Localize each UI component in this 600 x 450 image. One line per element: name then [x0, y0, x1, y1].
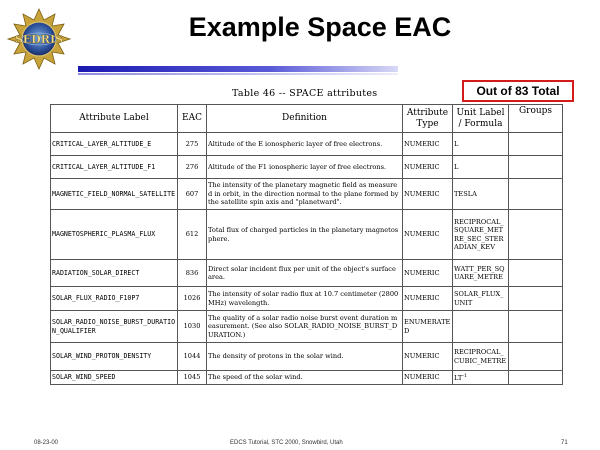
- table-row: [51, 210, 563, 260]
- cell-unit: TESLA: [453, 179, 509, 210]
- header-unit-label: [453, 105, 509, 133]
- space-attributes-table: [50, 104, 563, 385]
- footer-page-number: 71: [561, 440, 568, 446]
- cell-label: SOLAR_WIND_PROTON_DENSITY: [51, 343, 178, 371]
- cell-groups: [509, 210, 563, 260]
- cell-eac: 276: [178, 156, 207, 179]
- cell-type: ENUMERATED: [403, 311, 453, 343]
- table-row: [51, 156, 563, 179]
- total-count-box: Out of 83 Total: [462, 80, 574, 102]
- table-row: [51, 260, 563, 287]
- cell-type: NUMERIC: [403, 179, 453, 210]
- header-attribute-type-line2: Type: [416, 118, 439, 129]
- cell-type: NUMERIC: [403, 371, 453, 385]
- cell-label: CRITICAL_LAYER_ALTITUDE_F1: [51, 156, 178, 179]
- header-unit-label-line1: Unit Label: [456, 107, 505, 118]
- cell-unit: RECIPROCAL_SQUARE_METRE_SEC_STERADIAN_KEV: [453, 210, 509, 260]
- table-row: [51, 343, 563, 371]
- cell-definition: The quality of a solar radio noise burst event duration measurement. (See also SOLAR_RADIO_NOISE_BURST_DURATION.): [207, 311, 403, 343]
- cell-definition: The intensity of the planetary magnetic field as measured in orbit, in the direction normal to the plane formed by the satellite spin axis and "planetward".: [207, 179, 403, 210]
- cell-eac: 1030: [178, 311, 207, 343]
- cell-label: RADIATION_SOLAR_DIRECT: [51, 260, 178, 287]
- cell-label: MAGNETOSPHERIC_PLASMA_FLUX: [51, 210, 178, 260]
- table-row: [51, 179, 563, 210]
- cell-type: NUMERIC: [403, 133, 453, 156]
- cell-label: SOLAR_FLUX_RADIO_F10P7: [51, 287, 178, 311]
- header-attribute-type-line1: Attribute: [406, 107, 449, 118]
- cell-type: NUMERIC: [403, 287, 453, 311]
- cell-definition: The speed of the solar wind.: [207, 371, 403, 385]
- cell-type: NUMERIC: [403, 156, 453, 179]
- table-row: [51, 287, 563, 311]
- cell-eac: 1026: [178, 287, 207, 311]
- cell-unit: L: [453, 133, 509, 156]
- cell-unit: L: [453, 156, 509, 179]
- cell-type: NUMERIC: [403, 260, 453, 287]
- cell-unit: RECIPROCAL_CUBIC_METRE: [453, 343, 509, 371]
- cell-label: MAGNETIC_FIELD_NORMAL_SATELLITE: [51, 179, 178, 210]
- table-caption: Table 46 -- SPACE attributes: [232, 88, 378, 99]
- footer-event: EDCS Tutorial, STC 2000, Snowbird, Utah: [230, 440, 343, 446]
- cell-groups: [509, 179, 563, 210]
- cell-unit: SOLAR_FLUX_UNIT: [453, 287, 509, 311]
- cell-definition: Direct solar incident flux per unit of the object's surface area.: [207, 260, 403, 287]
- cell-definition: The density of protons in the solar wind.: [207, 343, 403, 371]
- cell-eac: 836: [178, 260, 207, 287]
- cell-definition: The intensity of solar radio flux at 10.7 centimeter (2800 MHz) wavelength.: [207, 287, 403, 311]
- title-underline: [78, 66, 398, 72]
- table-row: [51, 133, 563, 156]
- header-definition: Definition: [207, 105, 403, 133]
- cell-groups: [509, 260, 563, 287]
- header-attribute-label: Attribute Label: [51, 105, 178, 133]
- sedris-logo: [6, 8, 72, 70]
- cell-label: SOLAR_WIND_SPEED: [51, 371, 178, 385]
- table-row: [51, 311, 563, 343]
- cell-unit: [453, 311, 509, 343]
- cell-label: SOLAR_RADIO_NOISE_BURST_DURATION_QUALIFIER: [51, 311, 178, 343]
- cell-groups: [509, 311, 563, 343]
- table-row: [51, 371, 563, 385]
- cell-type: NUMERIC: [403, 210, 453, 260]
- cell-label: CRITICAL_LAYER_ALTITUDE_E: [51, 133, 178, 156]
- cell-groups: [509, 287, 563, 311]
- footer-date: 08-23-00: [34, 440, 59, 446]
- cell-eac: 612: [178, 210, 207, 260]
- title-underline-thin: [78, 73, 398, 75]
- header-groups: Groups: [509, 105, 563, 133]
- cell-type: NUMERIC: [403, 343, 453, 371]
- logo-text: SEDRIS: [14, 33, 64, 46]
- header-unit-label-line2: / Formula: [458, 118, 503, 129]
- cell-eac: 1045: [178, 371, 207, 385]
- cell-definition: Total flux of charged particles in the planetary magnetosphere.: [207, 210, 403, 260]
- cell-unit: WATT_PER_SQUARE_METRE: [453, 260, 509, 287]
- cell-groups: [509, 156, 563, 179]
- cell-unit: [453, 371, 509, 385]
- cell-groups: [509, 343, 563, 371]
- cell-groups: [509, 371, 563, 385]
- cell-definition: Altitude of the F1 ionospheric layer of free electrons.: [207, 156, 403, 179]
- header-eac: EAC: [178, 105, 207, 133]
- cell-unit-text: LT: [454, 374, 463, 383]
- cell-eac: 275: [178, 133, 207, 156]
- header-attribute-type: [403, 105, 453, 133]
- cell-eac: 1044: [178, 343, 207, 371]
- cell-definition: Altitude of the E ionospheric layer of free electrons.: [207, 133, 403, 156]
- cell-eac: 607: [178, 179, 207, 210]
- cell-unit-exponent: -1: [462, 373, 468, 379]
- cell-groups: [509, 133, 563, 156]
- slide-title: Example Space EAC: [188, 12, 452, 42]
